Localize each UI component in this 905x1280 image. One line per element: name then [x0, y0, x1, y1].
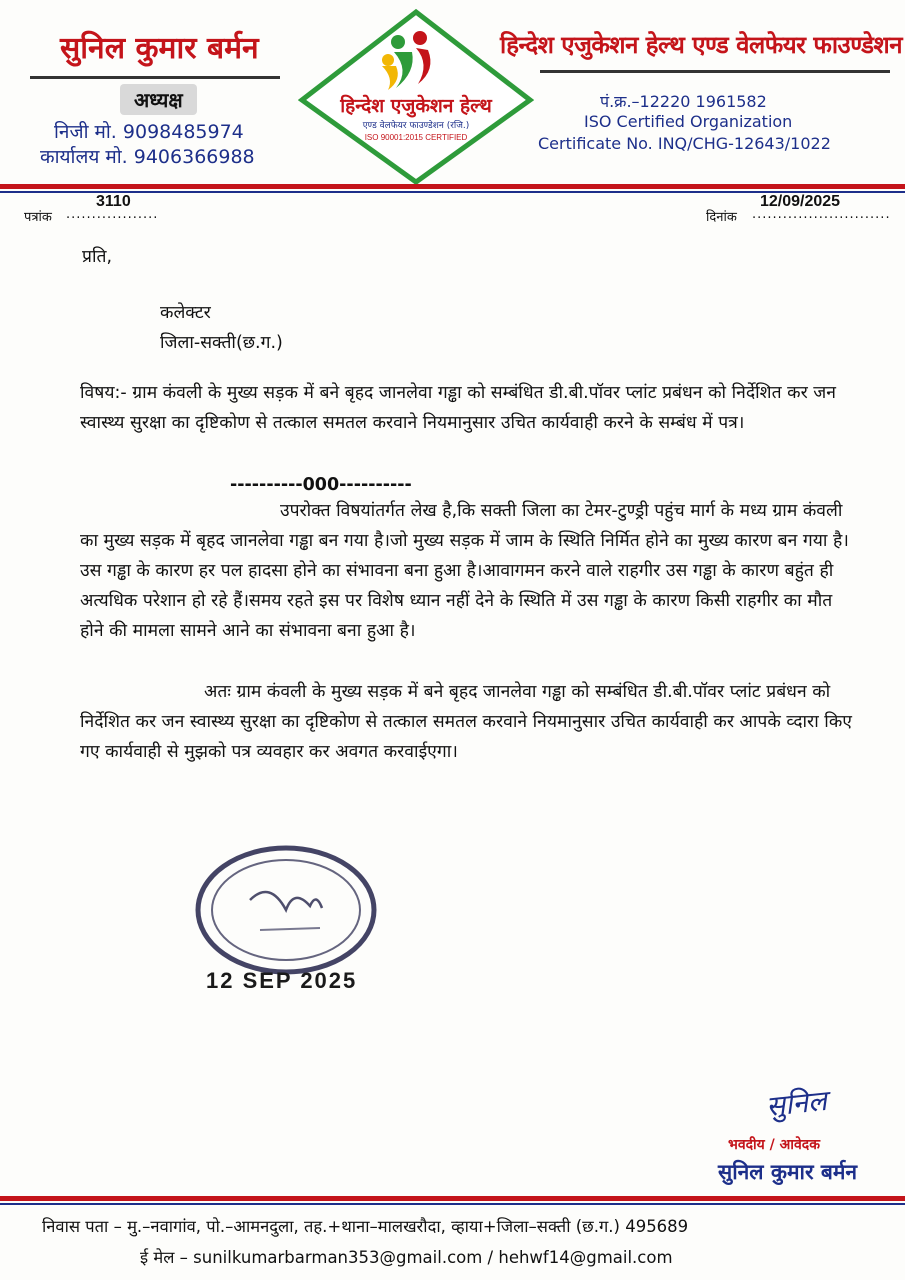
handwritten-signature: सुनिल — [764, 1083, 829, 1124]
president-name: सुनिल कुमार बर्मन — [60, 31, 259, 66]
footer-band-blue — [0, 1203, 905, 1205]
organization-logo — [298, 8, 534, 186]
header-band-red — [0, 184, 905, 189]
president-post: अध्यक्ष — [120, 84, 197, 115]
date-label: दिनांक — [706, 210, 737, 225]
ref-number: 3110 — [96, 193, 131, 210]
footer-band-red — [0, 1196, 905, 1201]
registration-number: पं.क्र.–12220 1961582 — [600, 92, 767, 111]
date-dots: ........................... — [752, 207, 891, 222]
ref-label: पत्रांक — [24, 210, 52, 225]
logo-title: हिन्देश एजुकेशन हेल्थ — [340, 95, 492, 117]
iso-line: ISO Certified Organization — [584, 112, 793, 131]
letter-subject: विषय:- ग्राम कंवली के मुख्य सड़क में बने बृहद जानलेवा गड्ढा को सम्बंधित डी.बी.पॉवर प्लांट प्रबंधन को निर्देशित कर जन स्वास्थ्य सुरक्षा का दृष्टिकोण से तत्काल समतल करवाने नियमानुसार उचित कार्यवाही करने के सम्बंध में पत्र। — [80, 383, 836, 433]
stamp-received-date: 12 SEP 2025 — [206, 968, 358, 993]
office-mobile: कार्यालय मो. 9406366988 — [40, 146, 255, 168]
salutation-to: प्रति, — [82, 247, 113, 267]
paragraph-1: उपरोक्त विषयांतर्गत लेख है,कि सक्ती जिला का टेमर-टुण्ड्री पहुंच मार्ग के मध्य ग्राम कंवली का मुख्य सड़क में बृहद जानलेवा गड्ढा बन गया है।जो मुख्य सड़क में जाम के स्थिति निर्मित होने का मुख्य कारण बन गया है।उस गड्ढा के कारण हर पल हादसा होने का संभावना बना हुआ है।आवागमन करने वाले राहगीर उस गड्ढा के कारण बहुंत ही अत्यधिक परेशान हो रहे हैं।समय रहते इस पर विशेष ध्यान नहीं देने के स्थिति में उस गड्ढा के कारण किसी राहगीर का मौत होने की मामला सामने आने का संभावना बना हुआ है। — [80, 501, 849, 641]
header-rule-left — [30, 76, 280, 79]
addressee: कलेक्टर — [160, 303, 211, 323]
separator: ----------000---------- — [230, 475, 412, 495]
stamp-text — [200, 840, 201, 841]
logo-iso: ISO 90001:2015 CERTIFIED — [364, 133, 468, 142]
footer-email: ई मेल – sunilkumarbarman353@gmail.com / hehwf14@gmail.com — [140, 1248, 673, 1267]
organization-name: हिन्देश एजुकेशन हेल्थ एण्ड वेलफेयर फाउण्डेशन — [500, 30, 903, 59]
addressee-place: जिला-सक्ती(छ.ग.) — [160, 333, 283, 353]
signatory-name: सुनिल कुमार बर्मन — [718, 1159, 858, 1184]
private-mobile: निजी मो. 9098485974 — [54, 121, 244, 143]
signature-role: भवदीय / आवेदक — [728, 1137, 820, 1153]
logo-subtitle: एण्ड वेलफेयर फाउण्डेशन (रजि.) — [362, 121, 470, 131]
logo-diamond-icon — [298, 8, 534, 186]
footer-address: निवास पता – मु.–नवागांव, पो.–आमनदुला, तह.+थाना–मालखरौदा, व्हाया+जिला–सक्ती (छ.ग.) 495689 — [42, 1217, 689, 1236]
letter-date: 12/09/2025 — [760, 193, 841, 210]
certificate-number: Certificate No. INQ/CHG-12643/1022 — [538, 134, 831, 153]
ref-dots: .................. — [66, 207, 159, 222]
header-rule-right — [540, 70, 890, 73]
paragraph-2: अतः ग्राम कंवली के मुख्य सड़क में बने बृहद जानलेवा गड्ढा को सम्बंधित डी.बी.पॉवर प्लांट प्रबंधन को निर्देशित कर जन स्वास्थ्य सुरक्षा का दृष्टिकोण से तत्काल समतल करवाने नियमानुसार उचित कार्यवाही कर आपके व्दारा किए गए कार्यवाही से मुझको पत्र व्यवहार कर अवगत करवाईएगा। — [80, 682, 852, 762]
